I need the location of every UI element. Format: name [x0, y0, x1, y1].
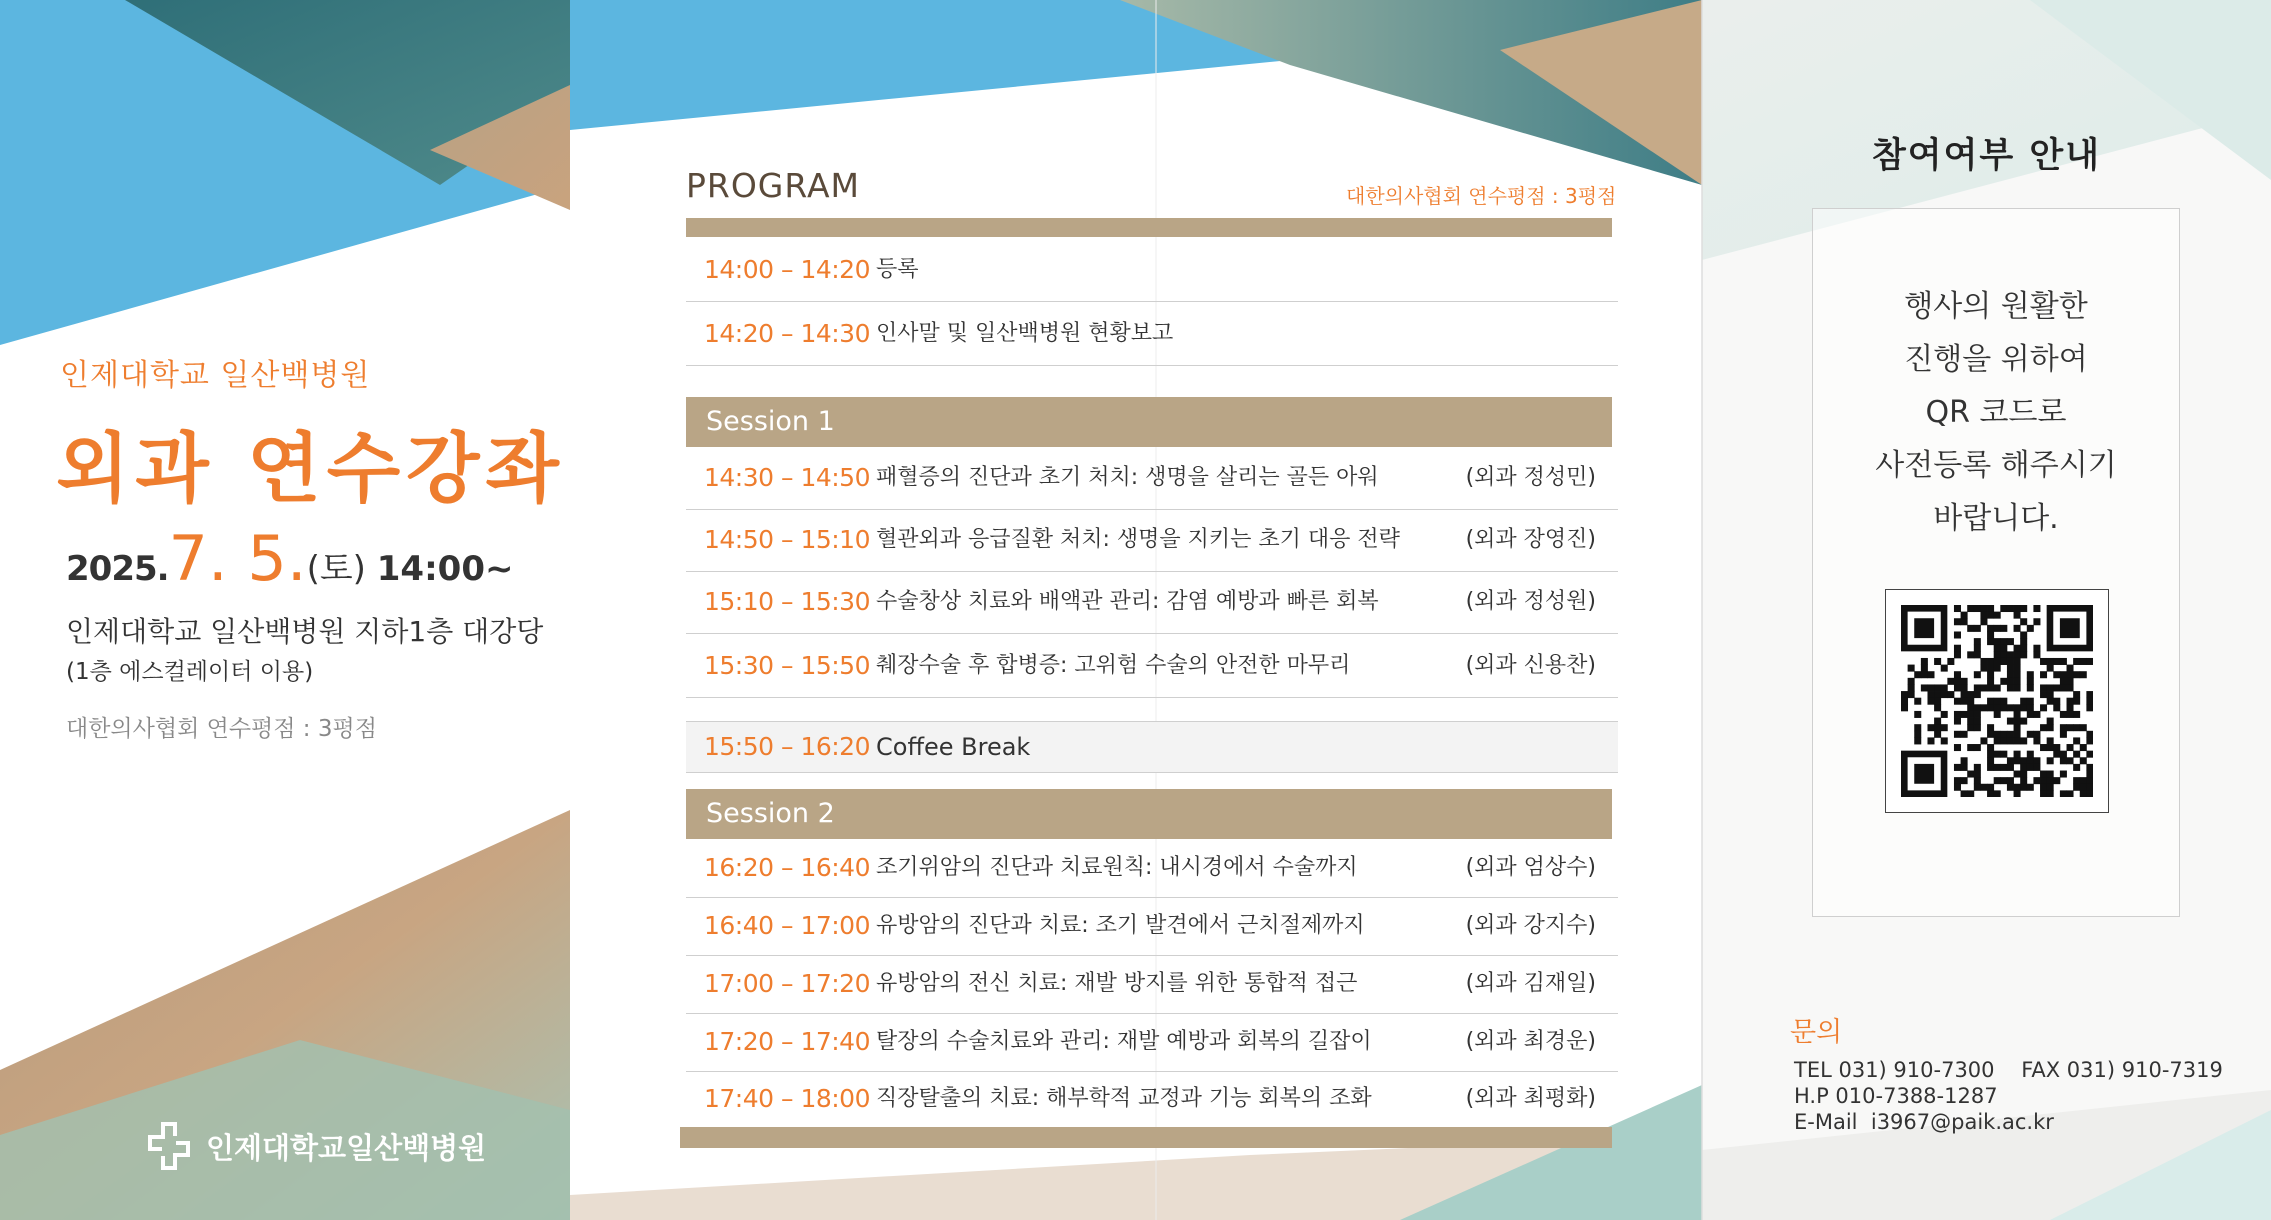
program-row: [686, 635, 1618, 698]
hospital-logo: [142, 1120, 486, 1172]
session-2-header: [686, 789, 1612, 839]
row-speaker: (외과 정성원): [1465, 589, 1596, 614]
program-title: PROGRAM: [686, 166, 861, 205]
credit-note: 대한의사협회 연수평점 : 3평점: [66, 716, 377, 742]
row-time: 17:20 – 17:40: [704, 1027, 870, 1056]
message-line: 바랍니다.: [1933, 501, 2059, 536]
date-weekday: (토): [306, 549, 366, 589]
date-time: 14:00~: [376, 549, 514, 589]
hospital-cross-logo-icon: [142, 1120, 196, 1172]
venue-note: (1층 에스컬레이터 이용): [66, 659, 314, 685]
row-time: 14:20 – 14:30: [704, 319, 870, 348]
row-topic: 췌장수술 후 합병증: 고위험 수술의 안전한 마무리: [876, 653, 1351, 678]
row-topic: 인사말 및 일산백병원 현황보고: [876, 321, 1174, 346]
message-line: QR 코드로: [1925, 395, 2067, 430]
session-1-header: [686, 397, 1612, 447]
program-row: [686, 839, 1618, 898]
organization-name: 인제대학교 일산백병원: [60, 358, 371, 393]
row-speaker: (외과 정성민): [1465, 465, 1596, 490]
program-row: [686, 955, 1618, 1014]
program-row: [686, 1013, 1618, 1072]
row-time: 14:50 – 15:10: [704, 525, 870, 554]
program-credit: 대한의사협회 연수평점 : 3평점: [1346, 184, 1617, 208]
row-time: 17:00 – 17:20: [704, 969, 870, 998]
program-row: [686, 897, 1618, 956]
row-time: 14:00 – 14:20: [704, 255, 870, 284]
row-topic: Coffee Break: [876, 733, 1031, 761]
row-time: 16:20 – 16:40: [704, 853, 870, 882]
inquiry-email: E-Mail i3967@paik.ac.kr: [1794, 1110, 2054, 1134]
program-row: [686, 1071, 1618, 1127]
row-speaker: (외과 강지수): [1465, 913, 1596, 938]
row-topic: 등록: [876, 257, 919, 282]
row-topic: 유방암의 진단과 치료: 조기 발견에서 근치절제까지: [876, 913, 1365, 938]
program-bottom-bar: [680, 1127, 1612, 1148]
registration-title: 참여여부 안내: [1871, 136, 2102, 176]
inquiry-label: 문의: [1790, 1017, 1843, 1048]
date-year: 2025.: [66, 549, 169, 589]
logo-text: 인제대학교일산백병원: [206, 1130, 487, 1165]
row-time: 17:40 – 18:00: [704, 1084, 870, 1113]
event-title: 외과 연수강좌: [56, 424, 565, 513]
row-topic: 탈장의 수술치료와 관리: 재발 예방과 회복의 길잡이: [876, 1029, 1372, 1054]
row-speaker: (외과 최평화): [1465, 1086, 1596, 1111]
program-row: [686, 571, 1618, 634]
date-month-day: 7. 5.: [168, 522, 307, 595]
program-row: [686, 239, 1618, 302]
row-time: 15:10 – 15:30: [704, 587, 870, 616]
row-speaker: (외과 장영진): [1465, 527, 1596, 552]
row-speaker: (외과 엄상수): [1465, 855, 1596, 880]
qr-code-icon: [1901, 605, 2093, 797]
row-topic: 조기위암의 진단과 치료원칙: 내시경에서 수술까지: [876, 855, 1358, 880]
event-venue: 인제대학교 일산백병원 지하1층 대강당: [66, 615, 544, 648]
session-label: Session 2: [706, 798, 835, 829]
row-time: 14:30 – 14:50: [704, 463, 870, 492]
registration-panel: [1702, 0, 2271, 1220]
qr-code[interactable]: [1885, 589, 2109, 813]
row-topic: 직장탈출의 치료: 해부학적 교정과 기능 회복의 조화: [876, 1086, 1372, 1111]
message-line: 사전등록 해주시기: [1875, 448, 2117, 483]
row-topic: 패혈증의 진단과 초기 처치: 생명을 살리는 골든 아워: [876, 465, 1379, 490]
event-date: [66, 522, 513, 595]
row-topic: 수술창상 치료와 배액관 관리: 감염 예방과 빠른 회복: [876, 589, 1379, 614]
program-top-bar: [686, 218, 1612, 237]
message-line: 행사의 원활한: [1904, 289, 2088, 324]
row-speaker: (외과 김재일): [1465, 971, 1596, 996]
row-speaker: (외과 최경운): [1465, 1029, 1596, 1054]
program-row: [686, 509, 1618, 572]
program-row: [686, 303, 1618, 366]
inquiry-tel-fax: TEL 031) 910-7300 FAX 031) 910-7319: [1794, 1058, 2223, 1082]
row-topic: 유방암의 전신 치료: 재발 방지를 위한 통합적 접근: [876, 971, 1358, 996]
message-line: 진행을 위하여: [1904, 342, 2088, 377]
program-row: [686, 447, 1618, 510]
inquiry-hp: H.P 010-7388-1287: [1794, 1084, 1998, 1108]
row-time: 15:30 – 15:50: [704, 651, 870, 680]
cover-panel: [0, 0, 570, 1220]
registration-box: [1812, 208, 2180, 917]
row-speaker: (외과 신용찬): [1465, 653, 1596, 678]
row-time: 16:40 – 17:00: [704, 911, 870, 940]
coffee-break-row: [686, 721, 1618, 773]
row-topic: 혈관외과 응급질환 처치: 생명을 지키는 초기 대응 전략: [876, 527, 1400, 552]
row-time: 15:50 – 16:20: [704, 732, 870, 761]
session-label: Session 1: [706, 406, 835, 437]
